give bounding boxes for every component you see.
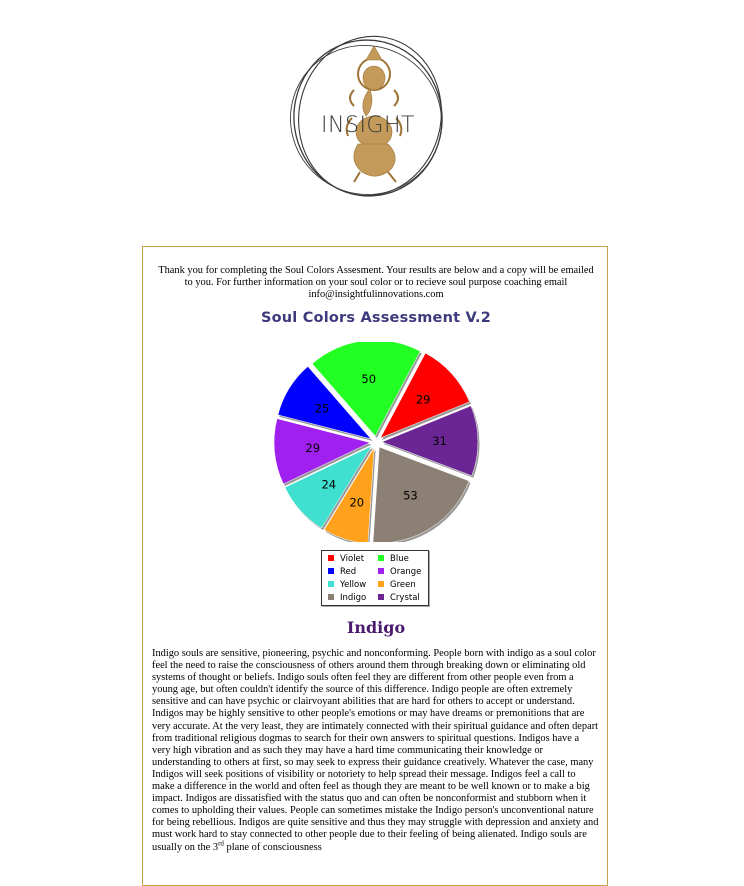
pie-label-green: 20 <box>349 495 365 510</box>
pie-label-violet: 29 <box>415 392 431 407</box>
legend-swatch <box>378 555 384 561</box>
chart-title: Soul Colors Assessment V.2 <box>260 310 492 326</box>
legend-label: Green <box>390 580 416 590</box>
legend-item-orange <box>378 566 421 578</box>
description-text-end: plane of consciousness <box>223 841 322 853</box>
legend-label: Violet <box>340 554 365 564</box>
legend-label: Indigo <box>340 593 367 603</box>
insight-logo <box>288 32 448 202</box>
legend-item-red <box>328 566 356 578</box>
logo-text: INSIGHT <box>321 113 415 138</box>
legend-swatch <box>378 594 384 600</box>
legend-swatch <box>378 581 384 587</box>
pie-label-blue: 50 <box>361 371 377 386</box>
pie-label-orange: 29 <box>305 441 321 456</box>
legend-item-blue <box>378 553 409 565</box>
legend-item-violet <box>328 553 364 565</box>
result-title: Indigo <box>346 618 406 637</box>
soul-colors-pie-chart <box>270 342 484 542</box>
legend-label: Crystal <box>390 593 420 603</box>
intro-text: Thank you for completing the Soul Colors Assesment. Your results are below and a copy will be emailed to you. For further information on your soul color or to recieve soul purpose coaching email info@insightfulinnovations.com <box>158 265 594 300</box>
pie-label-indigo: 53 <box>403 488 418 503</box>
chart-legend <box>321 550 429 606</box>
pie-label-crystal: 31 <box>432 434 447 449</box>
legend-swatch <box>378 568 384 574</box>
legend-swatch <box>328 581 334 587</box>
legend-swatch <box>328 594 334 600</box>
legend-item-yellow <box>328 579 366 591</box>
legend-label: Orange <box>390 567 422 577</box>
legend-label: Yellow <box>340 580 367 590</box>
pie-label-yellow: 24 <box>321 477 337 492</box>
legend-swatch <box>328 555 334 561</box>
legend-label: Blue <box>390 554 409 564</box>
result-description <box>152 648 600 854</box>
description-text: Indigo souls are sensitive, pioneering, psychic and nonconforming. People born with indigo as a soul color feel the need to raise the consciousness of others around them through breaking down or eliminating old systems of thought or beliefs. Indigo souls often feel they are different from other people even from a young age, but often couldn't identify the source of this difference. Indigo people are often extremely sensitive and can have psychic or clairvoyant abilities that are hard for others to accept or understand. Indigos may be highly sensitive to other people's emotions or may have dreams or premonitions that are very accurate. At the very least, they are intimately connected with their spiritual guidance and often depart from traditional religious dogmas to search for their own answers to spiritual questions. Indigos have a very high vibration and as such they may have a hard time communicating their knowledge or understanding to others at first, so may seek to express their guidance creatively. Whatever the case, many Indigos will seek positions of visibility or notoriety to help spread their message. Indigos feel a call to make a difference in the world and often feel as though they are meant to be well known or to make a big impact. Indigos are dissatisfied with the status quo and can often be nonconformist and stubborn when it comes to upholding their values. People can sometimes mistake the Indigo person's unconventional nature for being rebellious. Indigos are quite sensitive and thus they may struggle with depression and anxiety and must work hard to stay connected to other people due to their feeling of being alienated. Indigo souls are usually on the 3 <box>152 648 599 853</box>
legend-item-green <box>378 579 416 591</box>
description-superscript: rd <box>218 839 224 848</box>
legend-item-indigo <box>328 592 366 604</box>
pie-label-red: 25 <box>314 401 330 416</box>
legend-item-crystal <box>378 592 420 604</box>
legend-label: Red <box>340 567 357 577</box>
legend-swatch <box>328 568 334 574</box>
